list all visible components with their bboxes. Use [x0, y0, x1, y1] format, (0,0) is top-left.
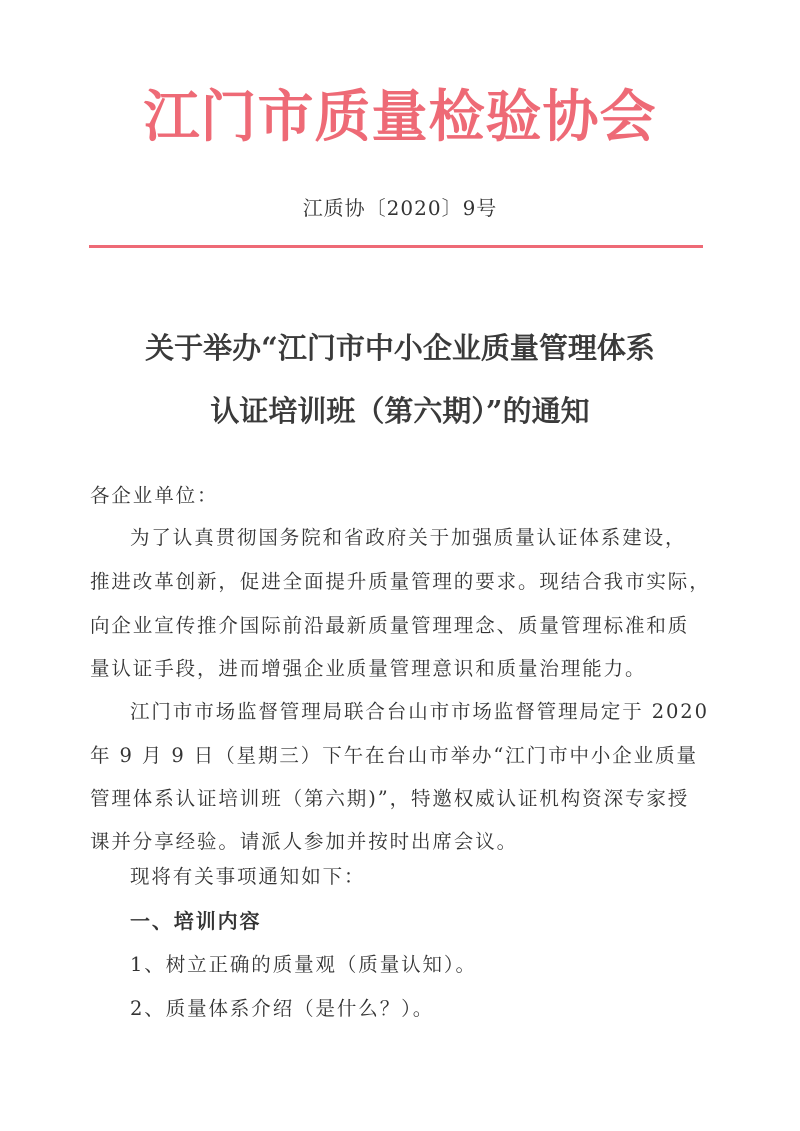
paragraph-2-line: 江门市市场监督管理局联合台山市市场监督管理局定于 2020: [130, 700, 709, 723]
letterhead-divider: [89, 245, 703, 248]
organization-letterhead: 江门市质量检验协会: [143, 84, 657, 150]
notice-title-line-1: 关于举办“江门市中小企业质量管理体系: [145, 331, 655, 365]
paragraph-2-line: 年 9 月 9 日（星期三）下午在台山市举办“江门市中小企业质量: [90, 744, 698, 767]
paragraph-1-line: 推进改革创新，促进全面提升质量管理的要求。现结合我市实际，: [90, 570, 711, 593]
section-1-item: 1、树立正确的质量观（质量认知）。: [130, 953, 477, 976]
paragraph-2-line: 课并分享经验。请派人参加并按时出席会议。: [90, 830, 519, 853]
salutation: 各企业单位：: [90, 484, 219, 507]
paragraph-2-line: 管理体系认证培训班（第六期)”，特邀权威认证机构资深专家授: [90, 787, 690, 810]
paragraph-1-line: 为了认真贯彻国务院和省政府关于加强质量认证体系建设，: [130, 526, 687, 549]
notice-title-line-2: 认证培训班（第六期）”的通知: [210, 394, 590, 428]
paragraph-1-line: 向企业宣传推介国际前沿最新质量管理理念、质量管理标准和质: [90, 614, 690, 637]
document-number: 江质协〔2020〕9号: [302, 196, 498, 220]
paragraph-1-line: 量认证手段，进而增强企业质量管理意识和质量治理能力。: [90, 657, 647, 680]
section-1-item: 2、质量体系介绍（是什么？）。: [130, 997, 435, 1020]
section-1-heading: 一、培训内容: [130, 909, 262, 933]
paragraph-3: 现将有关事项通知如下：: [130, 865, 366, 888]
